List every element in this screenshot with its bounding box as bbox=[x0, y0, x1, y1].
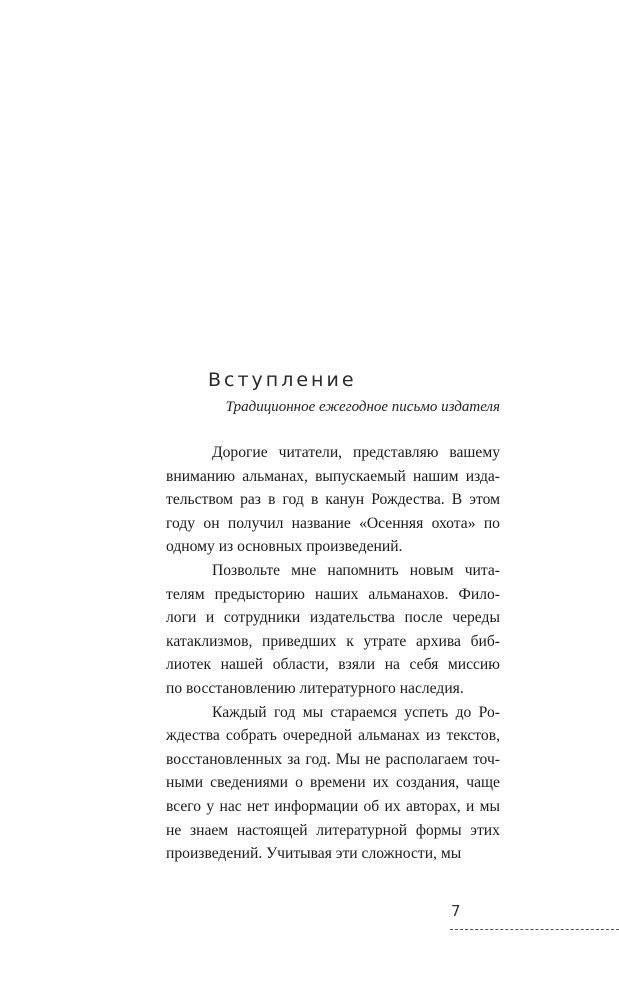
word: год. bbox=[305, 750, 331, 768]
text-line: произведений. Учитывая эти сложности, мы bbox=[166, 845, 462, 863]
word: себя bbox=[409, 656, 439, 674]
word: и bbox=[465, 797, 475, 815]
word: Мы bbox=[335, 750, 361, 768]
word: сведениями bbox=[210, 774, 288, 792]
word: Позвольте bbox=[212, 561, 281, 579]
paragraph-2 bbox=[166, 559, 500, 701]
word: создания, bbox=[395, 774, 460, 792]
word: альманах, bbox=[242, 467, 308, 485]
word: авторах, bbox=[405, 797, 461, 815]
text-line bbox=[166, 795, 500, 819]
text-line bbox=[166, 771, 500, 795]
word: чита- bbox=[464, 561, 500, 579]
word: лиотек bbox=[166, 656, 212, 674]
word: утрате bbox=[363, 632, 407, 650]
word: нет bbox=[246, 797, 270, 815]
footer-dashed-rule bbox=[450, 929, 619, 930]
word: раз bbox=[240, 491, 261, 509]
word: новым bbox=[409, 561, 454, 579]
word: получил bbox=[227, 514, 284, 532]
word: стараемся bbox=[330, 703, 397, 721]
word: чаще bbox=[466, 774, 500, 792]
word: точ- bbox=[472, 750, 500, 768]
word: располагаем bbox=[385, 750, 468, 768]
word: он bbox=[203, 514, 220, 532]
word: ждества bbox=[166, 727, 220, 745]
word: «Осенняя bbox=[359, 514, 424, 532]
body-text bbox=[166, 441, 500, 866]
text-line bbox=[166, 701, 500, 725]
text-line bbox=[166, 819, 500, 843]
word: мы bbox=[302, 703, 324, 721]
word: Ро- bbox=[478, 703, 500, 721]
word: восстановленных bbox=[166, 750, 283, 768]
word: вашему bbox=[449, 444, 500, 461]
text-line bbox=[166, 488, 500, 512]
word: их bbox=[384, 797, 401, 815]
word: приведших bbox=[262, 632, 337, 650]
word: их bbox=[372, 774, 389, 792]
word: В bbox=[451, 491, 463, 509]
word: череды bbox=[452, 609, 500, 627]
paragraph-1 bbox=[166, 441, 500, 559]
word: собрать bbox=[225, 727, 277, 745]
word: мне bbox=[291, 561, 317, 579]
word: до bbox=[455, 703, 472, 721]
word: формы bbox=[415, 821, 462, 839]
word: к bbox=[346, 632, 354, 650]
word: не bbox=[166, 821, 182, 839]
word: взяли bbox=[338, 656, 376, 674]
text-line: одному из основных произведений. bbox=[166, 538, 403, 556]
word: биб- bbox=[470, 632, 500, 650]
word: год bbox=[274, 703, 296, 721]
text-line bbox=[166, 465, 500, 489]
word: за bbox=[287, 750, 301, 768]
word: у bbox=[206, 797, 215, 815]
word: катаклизмов, bbox=[166, 632, 253, 650]
word: об bbox=[363, 797, 380, 815]
word: тельством bbox=[166, 491, 233, 509]
word: вниманию bbox=[166, 467, 236, 485]
word: Каждый bbox=[212, 703, 267, 721]
word: из bbox=[425, 727, 441, 745]
word: архива bbox=[415, 632, 461, 650]
text-line bbox=[166, 748, 500, 772]
word: текстов, bbox=[446, 727, 500, 745]
word: литературной bbox=[316, 821, 408, 839]
word: выпускаемый bbox=[315, 467, 406, 485]
word: сотрудники bbox=[223, 609, 301, 627]
word: информации bbox=[274, 797, 359, 815]
text-line bbox=[166, 512, 500, 536]
word: миссию bbox=[447, 656, 500, 674]
word: изда- bbox=[465, 467, 500, 485]
text-line bbox=[166, 441, 500, 465]
word: Фило- bbox=[458, 585, 500, 603]
word: году bbox=[166, 514, 196, 532]
word: представляю bbox=[353, 444, 439, 461]
text-line bbox=[166, 630, 500, 654]
word: на bbox=[384, 656, 400, 674]
word: название bbox=[291, 514, 351, 532]
text-line bbox=[166, 724, 500, 748]
word: и bbox=[205, 609, 215, 627]
word: по bbox=[483, 514, 500, 532]
text-line: по восстановлению литературного наследия. bbox=[166, 679, 464, 697]
paragraph-3 bbox=[166, 701, 500, 866]
word: знаем bbox=[189, 821, 229, 839]
word: Дорогие bbox=[212, 444, 268, 461]
word: телям bbox=[166, 585, 205, 603]
text-line bbox=[166, 583, 500, 607]
chapter-subtitle: Традиционное ежегодное письмо издателя bbox=[225, 399, 500, 415]
word: наших bbox=[314, 585, 359, 603]
word: этом bbox=[469, 491, 500, 509]
word: о bbox=[295, 774, 303, 792]
word: в bbox=[268, 491, 276, 509]
page-number: 7 bbox=[451, 902, 461, 920]
word: всего bbox=[166, 797, 202, 815]
word: области, bbox=[272, 656, 329, 674]
text-line bbox=[166, 606, 500, 630]
word: не bbox=[365, 750, 381, 768]
word: нашей bbox=[220, 656, 264, 674]
word: логи bbox=[166, 609, 197, 627]
word: мы bbox=[479, 797, 500, 815]
word: времени bbox=[310, 774, 366, 792]
word: после bbox=[404, 609, 443, 627]
word: читатели, bbox=[278, 444, 343, 461]
word: предысторию bbox=[214, 585, 305, 603]
word: этих bbox=[470, 821, 500, 839]
text-line bbox=[166, 559, 500, 583]
chapter-title: Вступление bbox=[208, 369, 357, 391]
word: издательства bbox=[309, 609, 395, 627]
word: очередной bbox=[282, 727, 352, 745]
word: охота» bbox=[431, 514, 476, 532]
word: нас bbox=[219, 797, 242, 815]
word: канун bbox=[325, 491, 365, 509]
word: напомнить bbox=[327, 561, 399, 579]
word: год bbox=[282, 491, 304, 509]
word: альманах bbox=[358, 727, 420, 745]
word: успеть bbox=[404, 703, 449, 721]
text-line bbox=[166, 653, 500, 677]
word: альманахов. bbox=[368, 585, 449, 603]
word: ными bbox=[166, 774, 204, 792]
word: нашим bbox=[413, 467, 459, 485]
word: в bbox=[310, 491, 319, 509]
word: Рождества. bbox=[371, 491, 445, 509]
word: настоящей bbox=[236, 821, 308, 839]
